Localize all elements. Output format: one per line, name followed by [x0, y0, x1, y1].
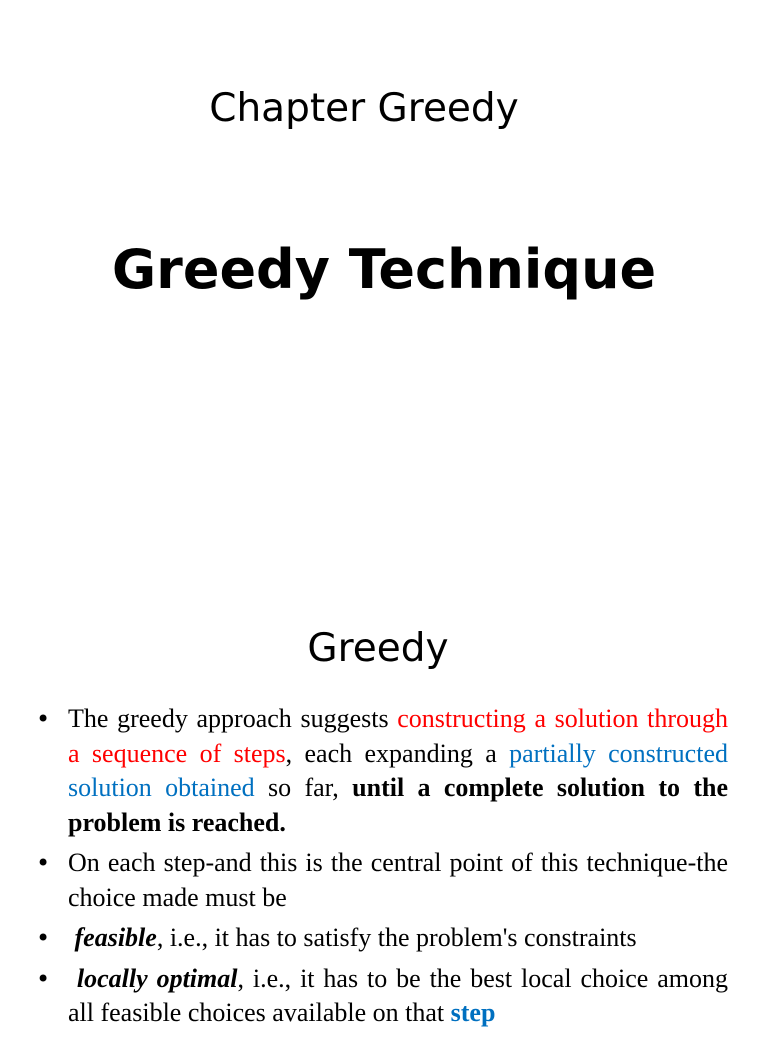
bullet-mark: • — [36, 924, 51, 952]
bullet-text: so far, — [254, 773, 353, 802]
bullet-text: , i.e., it has to satisfy the problem's constraints — [156, 923, 637, 952]
bold-emphasis: until a complete solution to the problem is reached. — [68, 773, 728, 837]
bullet-text: The greedy approach suggests — [68, 704, 398, 733]
red-emphasis: constructing a solution through a sequence of steps — [68, 704, 728, 768]
term-feasible: feasible — [74, 923, 157, 952]
main-title: Greedy Technique — [111, 238, 657, 301]
bullet-mark: • — [36, 849, 51, 877]
bullet-mark: • — [36, 705, 51, 733]
bullet-text: , each expanding a — [285, 738, 510, 768]
term-locally-optimal: locally optimal — [76, 963, 238, 993]
bullet-locally-optimal — [36, 962, 728, 1031]
blue-bold-emphasis: step — [450, 998, 496, 1027]
section-title: Greedy — [307, 626, 449, 671]
chapter-title: Chapter Greedy — [209, 86, 519, 131]
bullet-list — [0, 702, 768, 1037]
bullet-mark: • — [36, 964, 51, 993]
bullet-greedy-approach — [36, 702, 728, 840]
blue-emphasis: partially constructed solution obtained — [68, 738, 728, 802]
bullet-text: On each step-and this is the central point of this technique-the choice made must be — [68, 848, 728, 912]
bullet-text: , i.e., it has to be the best local choice among all feasible choices available on that — [68, 963, 728, 1027]
bullet-feasible — [36, 921, 728, 956]
bullet-each-step — [36, 846, 728, 915]
